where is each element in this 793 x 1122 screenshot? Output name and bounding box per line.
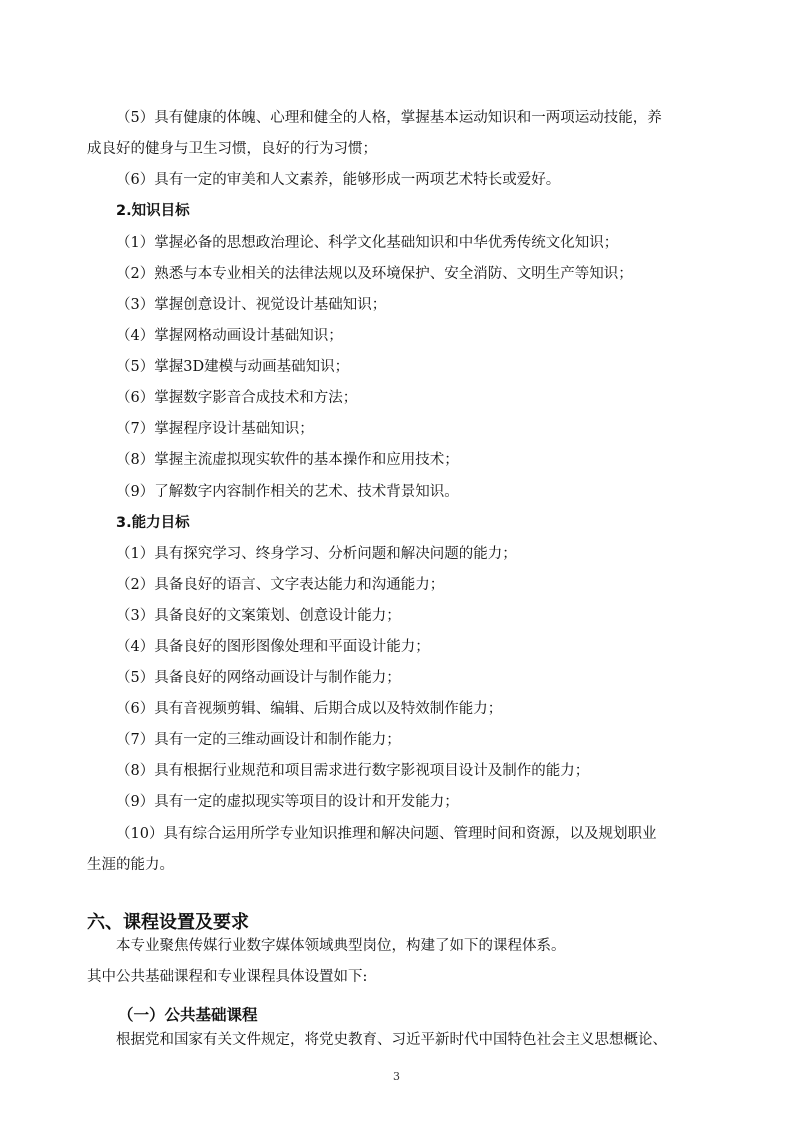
page-number: 3 [393, 1070, 400, 1083]
quality-item-5-line-2: 成良好的健身与卫生习惯，良好的行为习惯； [87, 141, 377, 157]
knowledge-item-9: （9）了解数字内容制作相关的艺术、技术背景知识。 [116, 484, 459, 500]
public-courses-paragraph-line-1: 根据党和国家有关文件规定，将党史教育、习近平新时代中国特色社会主义思想概论、 [116, 1032, 667, 1048]
knowledge-item-1: （1）掌握必备的思想政治理论、科学文化基础知识和中华优秀传统文化知识； [116, 235, 619, 251]
ability-item-8: （8）具有根据行业规范和项目需求进行数字影视项目设计及制作的能力； [116, 763, 590, 779]
knowledge-item-5: （5）掌握3D建模与动画基础知识； [116, 359, 350, 375]
knowledge-item-6: （6）掌握数字影音合成技术和方法； [116, 390, 358, 406]
ability-item-5: （5）具备良好的网络动画设计与制作能力； [116, 670, 401, 686]
ability-item-2: （2）具备良好的语言、文字表达能力和沟通能力； [116, 577, 445, 593]
ability-item-6: （6）具有音视频剪辑、编辑、后期合成以及特效制作能力； [116, 701, 503, 717]
ability-item-10-line-2: 生涯的能力。 [87, 857, 174, 873]
quality-item-6: （6）具有一定的审美和人文素养，能够形成一两项艺术特长或爱好。 [116, 172, 561, 188]
knowledge-item-2: （2）熟悉与本专业相关的法律法规以及环境保护、安全消防、文明生产等知识； [116, 266, 633, 282]
knowledge-item-8: （8）掌握主流虚拟现实软件的基本操作和应用技术； [116, 452, 459, 468]
quality-item-5-line-1: （5）具有健康的体魄、心理和健全的人格，掌握基本运动知识和一两项运动技能，养 [116, 110, 662, 126]
ability-item-10-line-1: （10）具有综合运用所学专业知识推理和解决问题、管理时间和资源，以及规划职业 [116, 826, 657, 842]
ability-item-9: （9）具有一定的虚拟现实等项目的设计和开发能力； [116, 794, 459, 810]
ability-item-1: （1）具有探究学习、终身学习、分析问题和解决问题的能力； [116, 546, 517, 562]
section-6-intro-line-2: 其中公共基础课程和专业课程具体设置如下: [87, 969, 368, 985]
ability-goals-heading: 3.能力目标 [116, 515, 190, 531]
knowledge-item-4: （4）掌握网格动画设计基础知识； [116, 328, 343, 344]
knowledge-goals-heading: 2.知识目标 [116, 203, 190, 219]
public-courses-heading: （一）公共基础课程 [118, 1006, 258, 1024]
knowledge-item-3: （3）掌握创意设计、视觉设计基础知识； [116, 297, 387, 313]
ability-item-3: （3）具备良好的文案策划、创意设计能力； [116, 608, 401, 624]
ability-item-4: （4）具备良好的图形图像处理和平面设计能力； [116, 639, 430, 655]
section-6-intro-line-1: 本专业聚焦传媒行业数字媒体领域典型岗位，构建了如下的课程体系。 [116, 938, 566, 954]
ability-item-7: （7）具有一定的三维动画设计和制作能力； [116, 732, 401, 748]
knowledge-item-7: （7）掌握程序设计基础知识； [116, 421, 314, 437]
section-6-heading: 六、课程设置及要求 [87, 912, 249, 933]
